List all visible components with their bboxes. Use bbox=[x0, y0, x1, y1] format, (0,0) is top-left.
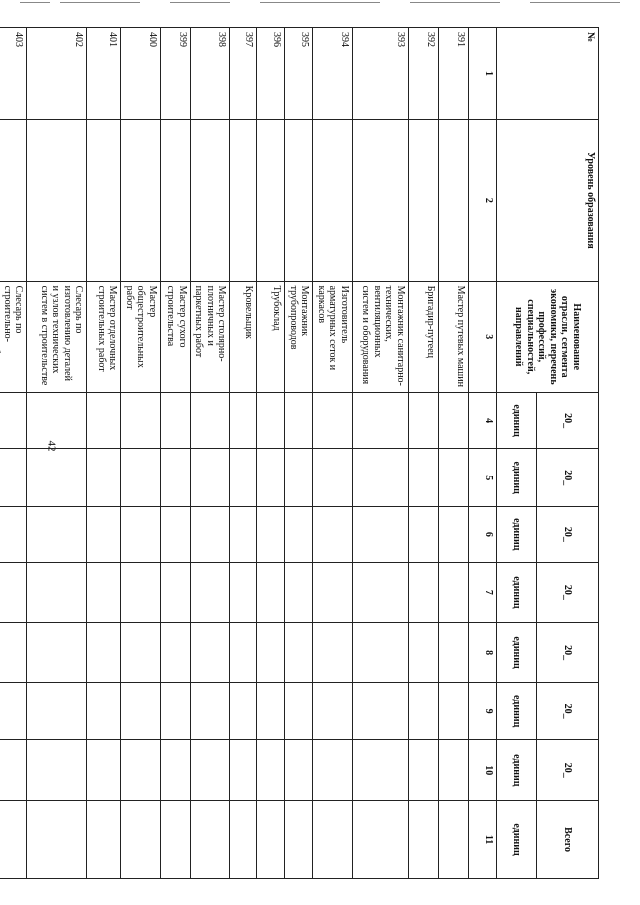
table-cell bbox=[121, 562, 161, 623]
table-cell bbox=[161, 119, 191, 281]
table-cell bbox=[313, 448, 353, 506]
column-number: 9 bbox=[469, 682, 497, 740]
table-cell bbox=[230, 800, 257, 878]
unit-label: единиц bbox=[497, 682, 537, 740]
table-cell bbox=[27, 506, 87, 562]
unit-label: единиц bbox=[497, 506, 537, 562]
page-number: 42 bbox=[45, 440, 58, 452]
table-cell bbox=[230, 506, 257, 562]
col-header-year: 20_ bbox=[537, 392, 599, 449]
table-cell bbox=[121, 739, 161, 800]
profession-name: Слесарь по строительно- bbox=[0, 281, 27, 392]
table-cell bbox=[285, 622, 313, 682]
column-number: 6 bbox=[469, 506, 497, 562]
table-cell bbox=[121, 800, 161, 878]
table-row bbox=[409, 27, 439, 878]
profession-name: Кровельщик bbox=[230, 281, 257, 392]
header-row bbox=[537, 27, 599, 878]
table-row bbox=[353, 27, 409, 878]
table-row bbox=[439, 27, 469, 878]
table-cell bbox=[285, 800, 313, 878]
column-number: 5 bbox=[469, 448, 497, 506]
table-cell bbox=[409, 622, 439, 682]
table-cell bbox=[439, 119, 469, 281]
table-cell bbox=[27, 739, 87, 800]
column-number: 11 bbox=[469, 800, 497, 878]
row-number: 395 bbox=[285, 27, 313, 119]
rotated-page bbox=[2, 27, 599, 879]
table-cell bbox=[409, 392, 439, 449]
table-cell bbox=[409, 682, 439, 740]
table-row bbox=[0, 27, 27, 878]
table-cell bbox=[409, 119, 439, 281]
unit-label: единиц bbox=[497, 562, 537, 623]
table-cell bbox=[313, 800, 353, 878]
col-header-no: № bbox=[497, 27, 599, 119]
row-number: 403 bbox=[0, 27, 27, 119]
table-cell bbox=[313, 682, 353, 740]
table-cell bbox=[257, 739, 285, 800]
table-cell bbox=[191, 506, 231, 562]
col-header-year: 20_ bbox=[537, 682, 599, 740]
table-cell bbox=[285, 682, 313, 740]
column-number: 3 bbox=[469, 281, 497, 392]
unit-label: единиц bbox=[497, 622, 537, 682]
table-cell bbox=[161, 562, 191, 623]
table-cell bbox=[161, 448, 191, 506]
table-cell bbox=[121, 506, 161, 562]
table-cell bbox=[230, 739, 257, 800]
row-number: 401 bbox=[87, 27, 121, 119]
table-cell bbox=[409, 562, 439, 623]
table-row bbox=[191, 27, 231, 878]
profession-name: Мастер общестроительных работ bbox=[121, 281, 161, 392]
table-cell bbox=[439, 392, 469, 449]
table-cell bbox=[27, 119, 87, 281]
unit-label: единиц bbox=[497, 448, 537, 506]
col-header-year: 20_ bbox=[537, 739, 599, 800]
table-cell bbox=[439, 800, 469, 878]
table-cell bbox=[439, 739, 469, 800]
table-cell bbox=[191, 562, 231, 623]
column-number: 10 bbox=[469, 739, 497, 800]
row-number: 400 bbox=[121, 27, 161, 119]
table-cell bbox=[161, 682, 191, 740]
table-cell bbox=[439, 448, 469, 506]
profession-name: Мастер путевых машин bbox=[439, 281, 469, 392]
table-cell bbox=[161, 800, 191, 878]
row-number: 399 bbox=[161, 27, 191, 119]
table-cell bbox=[87, 448, 121, 506]
table-cell bbox=[121, 622, 161, 682]
profession-name: Мастер отделочных строительных работ bbox=[87, 281, 121, 392]
row-number: 402 bbox=[27, 27, 87, 119]
table-cell bbox=[161, 622, 191, 682]
col-header-name: Наименование отрасли, сегмента экономики, перечень профессий, специальностей, направлений bbox=[497, 281, 599, 392]
table-cell bbox=[409, 448, 439, 506]
table-cell bbox=[257, 448, 285, 506]
row-number: 398 bbox=[191, 27, 231, 119]
table-cell bbox=[121, 682, 161, 740]
table-cell bbox=[161, 392, 191, 449]
table-cell bbox=[27, 622, 87, 682]
table-body bbox=[0, 27, 469, 878]
col-header-total: Всего bbox=[537, 800, 599, 878]
table-cell bbox=[0, 448, 27, 506]
table-cell bbox=[439, 622, 469, 682]
table-cell bbox=[0, 739, 27, 800]
table-cell bbox=[353, 506, 409, 562]
table-cell bbox=[87, 506, 121, 562]
table-cell bbox=[313, 739, 353, 800]
unit-label: единиц bbox=[497, 392, 537, 449]
table-cell bbox=[230, 682, 257, 740]
table-cell bbox=[161, 739, 191, 800]
table-cell bbox=[191, 392, 231, 449]
column-number: 7 bbox=[469, 562, 497, 623]
table-cell bbox=[439, 682, 469, 740]
table-cell bbox=[353, 448, 409, 506]
table-cell bbox=[285, 448, 313, 506]
table-cell bbox=[230, 119, 257, 281]
table-row bbox=[285, 27, 313, 878]
profession-name: Монтажник трубопроводов bbox=[285, 281, 313, 392]
table-cell bbox=[230, 562, 257, 623]
table-cell bbox=[257, 800, 285, 878]
col-header-year: 20_ bbox=[537, 562, 599, 623]
table-row bbox=[313, 27, 353, 878]
table-cell bbox=[285, 392, 313, 449]
table-cell bbox=[353, 800, 409, 878]
table-cell bbox=[0, 506, 27, 562]
table-cell bbox=[313, 506, 353, 562]
column-number: 1 bbox=[469, 27, 497, 119]
profession-name: Мастер сухого строительства bbox=[161, 281, 191, 392]
table-cell bbox=[353, 622, 409, 682]
col-header-year: 20_ bbox=[537, 448, 599, 506]
profession-name: Слесарь по изготовлению деталей и узлов технических систем в строительстве bbox=[27, 281, 87, 392]
table-cell bbox=[0, 800, 27, 878]
profession-name: Бригадир-путеец bbox=[409, 281, 439, 392]
column-number: 2 bbox=[469, 119, 497, 281]
table-cell bbox=[121, 119, 161, 281]
table-cell bbox=[0, 622, 27, 682]
profession-name: Изготовитель арматурных сеток и каркасов bbox=[313, 281, 353, 392]
table-cell bbox=[230, 392, 257, 449]
professions-table bbox=[0, 27, 599, 879]
profession-name: Монтажник санитарно-технических, вентиляционных систем и оборудования bbox=[353, 281, 409, 392]
table-row bbox=[121, 27, 161, 878]
table-cell bbox=[27, 682, 87, 740]
table-cell bbox=[87, 800, 121, 878]
table-row bbox=[87, 27, 121, 878]
table-cell bbox=[409, 506, 439, 562]
table-row bbox=[27, 27, 87, 878]
table-cell bbox=[409, 739, 439, 800]
table-cell bbox=[27, 562, 87, 623]
table-cell bbox=[353, 562, 409, 623]
table-cell bbox=[27, 392, 87, 449]
row-number: 397 bbox=[230, 27, 257, 119]
table-cell bbox=[191, 739, 231, 800]
table-row bbox=[161, 27, 191, 878]
table-cell bbox=[191, 682, 231, 740]
table-cell bbox=[0, 119, 27, 281]
table-cell bbox=[353, 739, 409, 800]
table-cell bbox=[230, 448, 257, 506]
table-cell bbox=[257, 622, 285, 682]
table-cell bbox=[353, 682, 409, 740]
profession-name: Мастер столярно-плотничных и паркетных работ bbox=[191, 281, 231, 392]
row-number: 394 bbox=[313, 27, 353, 119]
table-cell bbox=[27, 800, 87, 878]
table-cell bbox=[27, 448, 87, 506]
table-cell bbox=[439, 506, 469, 562]
unit-label: единиц bbox=[497, 800, 537, 878]
table-cell bbox=[191, 800, 231, 878]
table-cell bbox=[230, 622, 257, 682]
table-row bbox=[257, 27, 285, 878]
table-cell bbox=[353, 392, 409, 449]
table-cell bbox=[121, 392, 161, 449]
table-cell bbox=[87, 682, 121, 740]
col-header-year: 20_ bbox=[537, 622, 599, 682]
table-cell bbox=[353, 119, 409, 281]
col-header-level: Уровень образования bbox=[497, 119, 599, 281]
table-cell bbox=[191, 448, 231, 506]
table-cell bbox=[257, 682, 285, 740]
table-cell bbox=[0, 392, 27, 449]
table-cell bbox=[87, 739, 121, 800]
col-header-year: 20_ bbox=[537, 506, 599, 562]
table-cell bbox=[87, 119, 121, 281]
row-number: 392 bbox=[409, 27, 439, 119]
profession-name: Трубоклад bbox=[257, 281, 285, 392]
column-number: 8 bbox=[469, 622, 497, 682]
table-cell bbox=[313, 622, 353, 682]
table-cell bbox=[191, 119, 231, 281]
table-cell bbox=[313, 119, 353, 281]
table-cell bbox=[285, 739, 313, 800]
table-row bbox=[230, 27, 257, 878]
unit-label: единиц bbox=[497, 739, 537, 800]
table-cell bbox=[257, 506, 285, 562]
table-cell bbox=[87, 622, 121, 682]
table-cell bbox=[161, 506, 191, 562]
row-number: 393 bbox=[353, 27, 409, 119]
table-cell bbox=[285, 506, 313, 562]
table-cell bbox=[121, 448, 161, 506]
row-number: 396 bbox=[257, 27, 285, 119]
row-number: 391 bbox=[439, 27, 469, 119]
table-cell bbox=[409, 800, 439, 878]
table-cell bbox=[257, 562, 285, 623]
table-cell bbox=[257, 119, 285, 281]
table-cell bbox=[87, 562, 121, 623]
table-cell bbox=[313, 562, 353, 623]
table-cell bbox=[285, 119, 313, 281]
column-number-row bbox=[469, 27, 497, 878]
table-cell bbox=[257, 392, 285, 449]
table-cell bbox=[285, 562, 313, 623]
table-cell bbox=[439, 562, 469, 623]
table-cell bbox=[0, 562, 27, 623]
column-number: 4 bbox=[469, 392, 497, 449]
table-cell bbox=[313, 392, 353, 449]
table-cell bbox=[191, 622, 231, 682]
table-cell bbox=[0, 682, 27, 740]
table-cell bbox=[87, 392, 121, 449]
